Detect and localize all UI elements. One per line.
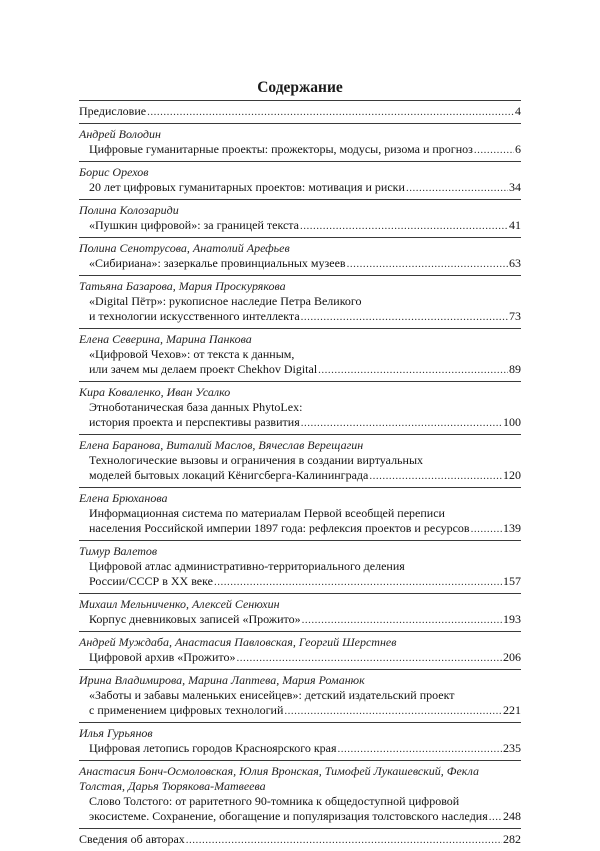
entry-title-line [79, 104, 521, 120]
divider [79, 123, 521, 124]
page-number: 100 [503, 415, 521, 429]
dot-leader [471, 522, 502, 537]
dot-leader [284, 704, 502, 719]
divider [79, 722, 521, 723]
divider [79, 328, 521, 329]
dot-leader [489, 810, 502, 825]
entry-authors: Тимур Валетов [79, 544, 158, 558]
divider [79, 669, 521, 670]
page-number: 73 [509, 309, 521, 323]
entry-authors: Андрей Муждаба, Анастасия Павловская, Георгий Шерстнев [79, 635, 397, 649]
entry-title-line [79, 468, 521, 484]
page-number: 157 [503, 574, 521, 588]
page-number: 282 [503, 832, 521, 846]
entry-title: Предисловие [79, 104, 147, 118]
entry-title-line: Технологические вызовы и ограничения в создании виртуальных [89, 453, 424, 467]
divider [79, 631, 521, 632]
toc-entry [79, 491, 521, 537]
entry-title: и технологии искусственного интеллекта [89, 309, 300, 323]
toc-entry [79, 385, 521, 431]
toc-entry [79, 597, 521, 628]
divider [79, 828, 521, 829]
dot-leader [302, 613, 502, 628]
page-number: 193 [503, 612, 521, 626]
toc-entry [79, 635, 521, 666]
page-number: 139 [503, 521, 521, 535]
divider [79, 275, 521, 276]
divider [79, 434, 521, 435]
entry-title-line [79, 521, 521, 537]
entry-title: Сведения об авторах [79, 832, 185, 846]
entry-authors: Ирина Владимирова, Марина Лаптева, Мария Романюк [79, 673, 365, 687]
divider [79, 487, 521, 488]
divider [79, 381, 521, 382]
toc-entry [79, 673, 521, 719]
toc-entry [79, 764, 521, 825]
dot-leader [301, 416, 502, 431]
page-number: 120 [503, 468, 521, 482]
page-number: 89 [509, 362, 521, 376]
divider [79, 161, 521, 162]
entry-title: с применением цифровых технологий [89, 703, 284, 717]
entry-title-line: «Digital Пётр»: рукописное наследие Петра Великого [89, 294, 362, 308]
dot-leader [300, 219, 508, 234]
entry-authors: Елена Северина, Марина Панкова [79, 332, 252, 346]
toc-entry [79, 726, 521, 757]
entry-title-line [79, 142, 521, 158]
entry-title-line [79, 574, 521, 590]
toc-entry [79, 332, 521, 378]
toc-entry [79, 104, 521, 120]
dot-leader [236, 651, 502, 666]
toc-entry [79, 279, 521, 325]
toc-entry [79, 165, 521, 196]
entry-authors: Илья Гурьянов [79, 726, 153, 740]
toc-entry [79, 832, 521, 848]
entry-title: «Сибириана»: зазеркалье провинциальных музеев [89, 256, 346, 270]
entry-title: экосистеме. Сохранение, обогащение и популяризация толстовского наследия [89, 809, 488, 823]
dot-leader [406, 181, 508, 196]
entry-title-line [79, 256, 521, 272]
page-number: 6 [515, 142, 521, 156]
entry-title: моделей бытовых локаций Кёнигсберга-Калининграда [89, 468, 369, 482]
entry-title-line: «Цифровой Чехов»: от текста к данным, [89, 347, 295, 361]
entry-title: или зачем мы делаем проект Chekhov Digital [89, 362, 318, 376]
dot-leader [214, 575, 502, 590]
entry-title-line [79, 703, 521, 719]
page-number: 41 [509, 218, 521, 232]
entry-title-line: «Заботы и забавы маленьких енисейцев»: детский издательский проект [89, 688, 455, 702]
entry-title: Корпус дневниковых записей «Прожито» [89, 612, 301, 626]
entry-authors: Татьяна Базарова, Мария Проскурякова [79, 279, 286, 293]
divider [79, 199, 521, 200]
entry-title: 20 лет цифровых гуманитарных проектов: мотивация и риски [89, 180, 405, 194]
entry-authors: Полина Колозариди [79, 203, 179, 217]
page-number: 221 [503, 703, 521, 717]
table-of-contents [79, 100, 521, 848]
entry-title: населения Российской империи 1897 года: рефлексия проектов и ресурсов [89, 521, 470, 535]
entry-title-line [79, 309, 521, 325]
entry-title-line [79, 218, 521, 234]
dot-leader [147, 105, 514, 120]
entry-title-line [79, 415, 521, 431]
toc-entry [79, 544, 521, 590]
entry-title: история проекта и перспективы развития [89, 415, 300, 429]
dot-leader [474, 143, 514, 158]
entry-title-line [79, 650, 521, 666]
toc-entry [79, 127, 521, 158]
page-number: 63 [509, 256, 521, 270]
divider [79, 593, 521, 594]
page-number: 206 [503, 650, 521, 664]
toc-entry [79, 438, 521, 484]
toc-entry [79, 241, 521, 272]
entry-title: «Пушкин цифровой»: за границей текста [89, 218, 300, 232]
entry-title-line: Цифровой атлас административно-территориального деления [89, 559, 405, 573]
page-number: 248 [503, 809, 521, 823]
entry-title-line [79, 832, 521, 848]
entry-authors: Елена Брюханова [79, 491, 168, 505]
entry-title: Цифровая летопись городов Красноярского края [89, 741, 337, 755]
entry-authors: Михаил Мельниченко, Алексей Сенюхин [79, 597, 280, 611]
divider [79, 237, 521, 238]
entry-authors: Андрей Володин [79, 127, 161, 141]
dot-leader [338, 742, 502, 757]
entry-title: России/СССР в XX веке [89, 574, 213, 588]
entry-authors: Кира Коваленко, Иван Усалко [79, 385, 231, 399]
toc-entry [79, 203, 521, 234]
page-number: 235 [503, 741, 521, 755]
entry-title-line [79, 180, 521, 196]
page-title: Содержание [257, 79, 343, 96]
entry-authors: Полина Сенотрусова, Анатолий Арефьев [79, 241, 290, 255]
divider [79, 540, 521, 541]
dot-leader [347, 257, 508, 272]
divider [79, 100, 521, 101]
entry-title-line: Информационная система по материалам Первой всеобщей переписи [89, 506, 445, 520]
dot-leader [301, 310, 508, 325]
entry-title-line: Этноботаническая база данных PhytoLex: [89, 400, 303, 414]
dot-leader [186, 833, 502, 848]
entry-authors: Борис Орехов [79, 165, 149, 179]
entry-authors: Елена Баранова, Виталий Маслов, Вячеслав Верещагин [79, 438, 364, 452]
entry-title-line [79, 362, 521, 378]
entry-title: Цифровые гуманитарные проекты: прожекторы, модусы, ризома и прогноз [89, 142, 473, 156]
entry-title-line [79, 741, 521, 757]
page-number: 34 [509, 180, 521, 194]
entry-title-line: Слово Толстого: от раритетного 90-томника к общедоступной цифровой [89, 794, 460, 808]
page-number: 4 [515, 104, 521, 118]
dot-leader [369, 469, 502, 484]
entry-title: Цифровой архив «Прожито» [89, 650, 236, 664]
entry-title-line [79, 809, 521, 825]
entry-title-line [79, 612, 521, 628]
divider [79, 760, 521, 761]
dot-leader [318, 363, 508, 378]
entry-authors: Анастасия Бонч-Осмоловская, Юлия Вронская, Тимофей Лукашевский, Фекла Толстая, Дарья Тюрякова-Матвеева [79, 764, 480, 793]
